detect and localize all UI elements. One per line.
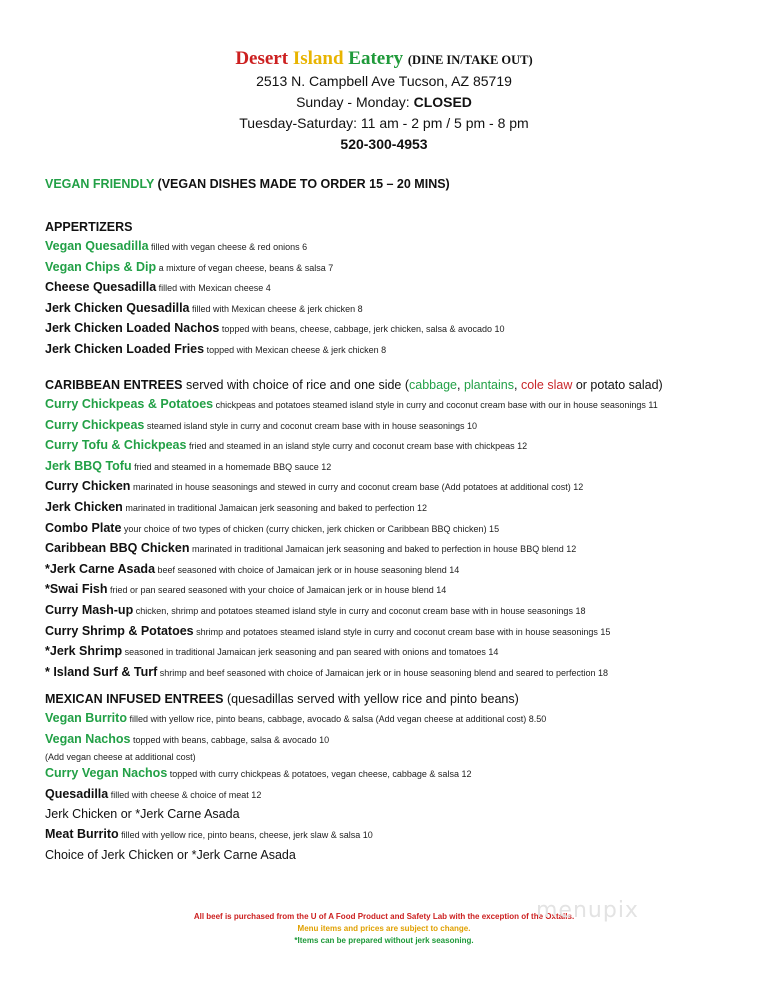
menu-footer <box>0 911 768 947</box>
side-separator: , <box>457 378 464 392</box>
item-desc: topped with curry chickpeas & potatoes, vegan cheese, cabbage & salsa 12 <box>167 769 472 780</box>
appetizers-heading: APPERTIZERS <box>45 220 133 234</box>
choice-text: Choice of Jerk Chicken or *Jerk Carne Asada <box>45 847 296 862</box>
side-cabbage: cabbage <box>409 378 457 392</box>
title-dine-in-note: (DINE IN/TAKE OUT) <box>407 53 533 67</box>
vegan-friendly-banner <box>45 175 745 194</box>
list-item <box>45 416 745 437</box>
list-item <box>45 278 745 299</box>
item-desc: filled with vegan cheese & red onions 6 <box>148 242 308 252</box>
item-desc: shrimp and beef seasoned with choice of Jamaican jerk or in house seasoning blend and seared to perfection 18 <box>157 667 609 678</box>
item-name: *Jerk Shrimp <box>45 644 123 659</box>
item-name: Curry Mash-up <box>45 602 134 617</box>
item-name: Curry Chickpeas & Potatoes <box>45 397 214 411</box>
item-desc: marinated in traditional Jamaican jerk seasoning and baked to perfection 12 <box>122 502 428 513</box>
item-desc: your choice of two types of chicken (curry chicken, jerk chicken or Caribbean BBQ chicken) 15 <box>121 523 500 534</box>
item-desc: seasoned in traditional Jamaican jerk seasoning and pan seared with onions and tomatoes 14 <box>122 647 499 658</box>
item-name: * Island Surf & Turf <box>45 664 158 679</box>
mexican-section <box>45 690 745 865</box>
item-desc: shrimp and potatoes steamed island style in curry and coconut cream base with in house seasonings 15 <box>193 626 611 637</box>
caribbean-intro: served with choice of rice and one side ( <box>182 378 410 392</box>
closed-label: CLOSED <box>413 94 472 110</box>
vegan-friendly-label: VEGAN FRIENDLY <box>45 177 155 191</box>
appetizers-section <box>45 218 745 361</box>
item-name: Curry Chicken <box>45 479 131 494</box>
item-choice <box>45 805 745 825</box>
item-name: Caribbean BBQ Chicken <box>45 541 190 556</box>
list-item <box>45 785 745 806</box>
list-item <box>45 764 745 785</box>
item-name: Quesadilla <box>45 786 109 801</box>
list-item <box>45 457 745 478</box>
open-hours: Tuesday-Saturday: 11 am - 2 pm / 5 pm - 8 pm <box>239 115 529 131</box>
footer-beef-note: All beef is purchased from the U of A Food Product and Safety Lab with the exception of the Oxtails. <box>193 912 575 921</box>
item-name: Vegan Burrito <box>45 711 127 725</box>
item-name: Vegan Nachos <box>45 731 131 746</box>
vegan-friendly-note: (VEGAN DISHES MADE TO ORDER 15 – 20 MINS) <box>154 177 450 191</box>
closed-hours <box>0 92 768 113</box>
footer-change-note: Menu items and prices are subject to change. <box>297 924 471 933</box>
item-desc: filled with Mexican cheese 4 <box>156 283 271 294</box>
item-name: Jerk Chicken Quesadilla <box>45 300 190 315</box>
caribbean-heading-line <box>45 376 745 395</box>
item-name: Vegan Quesadilla <box>45 239 149 253</box>
item-choice <box>45 846 745 866</box>
list-item <box>45 340 745 361</box>
item-name: Vegan Chips & Dip <box>45 259 157 274</box>
item-desc: filled with yellow rice, pinto beans, cabbage, avocado & salsa (Add vegan cheese at additional cost) 8.50 <box>126 714 547 724</box>
item-desc: a mixture of vegan cheese, beans & salsa 7 <box>156 262 334 273</box>
list-item <box>45 539 745 560</box>
list-item <box>45 560 745 581</box>
mexican-heading-line <box>45 690 745 709</box>
footer-jerk-note: *Items can be prepared without jerk seasoning. <box>294 936 474 945</box>
item-desc: topped with Mexican cheese & jerk chicken 8 <box>204 344 387 355</box>
item-desc: steamed island style in curry and coconut cream base with in house seasonings 10 <box>144 420 478 431</box>
caribbean-section <box>45 376 745 683</box>
item-desc: marinated in traditional Jamaican jerk seasoning and baked to perfection in house BBQ blend 12 <box>189 544 577 555</box>
item-desc: filled with Mexican cheese & jerk chicken 8 <box>189 303 363 314</box>
item-note-text: (Add vegan cheese at additional cost) <box>45 752 196 763</box>
item-desc: fried or pan seared seasoned with your choice of Jamaican jerk or in house blend 14 <box>107 585 447 596</box>
side-cole-slaw: cole slaw <box>520 378 573 392</box>
list-item <box>45 709 745 730</box>
item-name: Jerk BBQ Tofu <box>45 458 132 473</box>
list-item <box>45 519 745 540</box>
caribbean-heading: CARIBBEAN ENTREES <box>45 378 183 392</box>
title-word-island: Island <box>292 48 344 69</box>
list-item <box>45 299 745 320</box>
phone-number <box>0 134 768 155</box>
list-item <box>45 498 745 519</box>
item-name: Jerk Chicken <box>45 499 123 514</box>
list-item <box>45 319 745 340</box>
item-desc: chicken, shrimp and potatoes steamed island style in curry and coconut cream base with in house seasonings 18 <box>133 605 586 616</box>
restaurant-title <box>0 48 768 71</box>
address: 2513 N. Campbell Ave Tucson, AZ 85719 <box>256 73 512 89</box>
list-item <box>45 436 745 457</box>
item-name: Curry Chickpeas <box>45 417 145 432</box>
item-desc: beef seasoned with choice of Jamaican jerk or in house seasoning blend 14 <box>155 564 460 575</box>
item-note <box>45 750 745 764</box>
side-separator: , <box>514 378 521 392</box>
item-name: Meat Burrito <box>45 826 119 841</box>
item-name: Jerk Chicken Loaded Nachos <box>45 321 220 336</box>
item-name: Combo Plate <box>45 520 122 535</box>
list-item <box>45 642 745 663</box>
list-item <box>45 395 745 416</box>
list-item <box>45 477 745 498</box>
closed-days: Sunday - Monday: <box>296 94 410 110</box>
list-item <box>45 258 745 279</box>
list-item <box>45 730 745 751</box>
phone-text: 520-300-4953 <box>340 136 428 152</box>
list-item <box>45 622 745 643</box>
item-desc: filled with cheese & choice of meat 12 <box>108 789 262 800</box>
item-desc: fried and steamed in a homemade BBQ sauce 12 <box>131 461 332 472</box>
menu-header <box>0 48 768 155</box>
mexican-heading: MEXICAN INFUSED ENTREES <box>45 692 224 706</box>
choice-text: Jerk Chicken or *Jerk Carne Asada <box>45 807 240 822</box>
title-word-eatery: Eatery <box>348 48 404 69</box>
item-desc: chickpeas and potatoes steamed island style in curry and coconut cream base with our in house seasonings 11 <box>213 400 658 410</box>
item-desc: topped with beans, cheese, cabbage, jerk chicken, salsa & avocado 10 <box>219 324 505 335</box>
item-name: *Swai Fish <box>45 582 108 597</box>
item-desc: topped with beans, cabbage, salsa & avocado 10 <box>130 734 330 745</box>
item-name: Cheese Quesadilla <box>45 280 157 295</box>
item-desc: fried and steamed in an island style curry and coconut cream base with chickpeas 12 <box>186 441 528 452</box>
item-name: Curry Tofu & Chickpeas <box>45 438 187 453</box>
title-word-desert: Desert <box>235 48 289 69</box>
item-desc: filled with yellow rice, pinto beans, cheese, jerk slaw & salsa 10 <box>118 829 373 840</box>
list-item <box>45 580 745 601</box>
list-item <box>45 601 745 622</box>
item-name: Curry Shrimp & Potatoes <box>45 623 194 638</box>
item-name: Curry Vegan Nachos <box>45 766 168 781</box>
list-item <box>45 825 745 846</box>
watermark-logo: menupix <box>536 898 639 923</box>
list-item <box>45 237 745 258</box>
item-name: Jerk Chicken Loaded Fries <box>45 341 205 356</box>
list-item <box>45 663 745 684</box>
item-name: *Jerk Carne Asada <box>45 561 156 576</box>
side-plantains: plantains <box>463 378 514 392</box>
caribbean-tail: or potato salad) <box>572 378 663 392</box>
item-desc: marinated in house seasonings and stewed in curry and coconut cream base (Add potatoes at additional cost) 12 <box>130 482 584 493</box>
mexican-intro: (quesadillas served with yellow rice and pinto beans) <box>223 692 519 706</box>
